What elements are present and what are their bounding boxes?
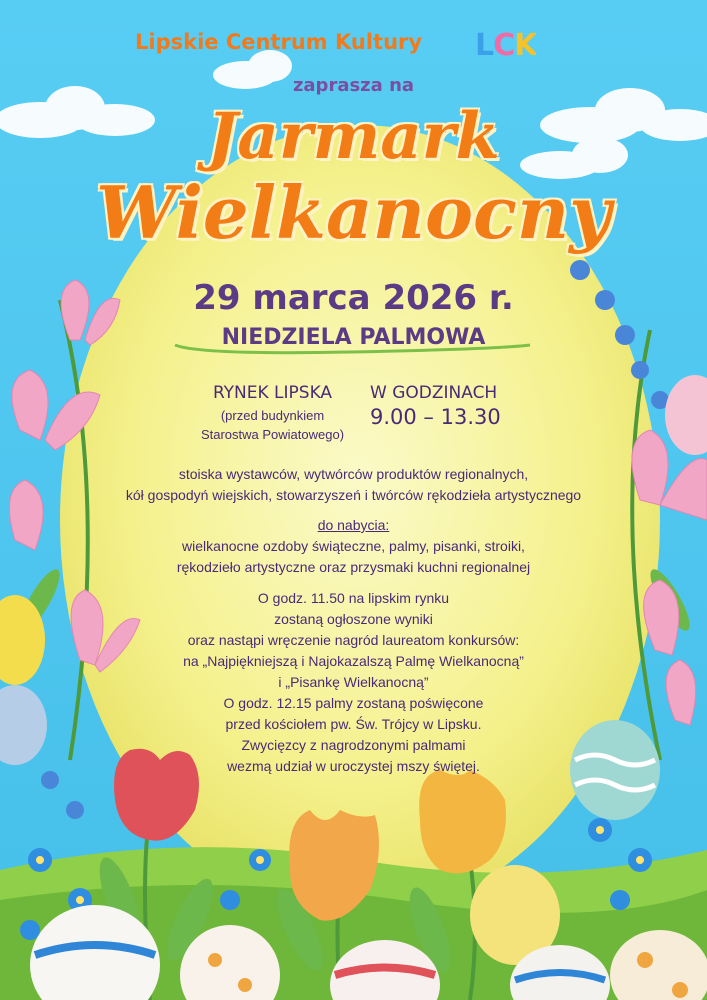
buy-line-1: wielkanocne ozdoby świąteczne, palmy, pisanki, stroiki, [182, 538, 525, 554]
organizer-name: Lipskie Centrum Kultury [135, 30, 423, 54]
program-line-9: wezmą udział w uroczystej mszy świętej. [227, 758, 480, 774]
lck-logo-text: LCK [475, 28, 537, 63]
description-line-1: stoiska wystawców, wytwórców produktów regionalnych, [178, 466, 529, 482]
hours-value: 9.00 – 13.30 [370, 405, 501, 429]
hours-label: W GODZINACH [370, 383, 498, 403]
buy-line-2: rękodzieło artystyczne oraz przysmaki kuchni regionalnej [176, 559, 531, 575]
lck-logo [475, 28, 570, 64]
place-detail-1: (przed budynkiem [220, 408, 325, 423]
program-line-8: Zwycięzcy z nagrodzonymi palmami [241, 737, 466, 753]
program-line-6: O godz. 12.15 palmy zostaną poświęcone [223, 695, 484, 711]
description-line-2: kół gospodyń wiejskich, stowarzyszeń i twórców rękodzieła artystycznego [125, 487, 582, 503]
program-line-7: przed kościołem pw. Św. Trójcy w Lipsku. [225, 716, 482, 732]
program-line-2: zostaną ogłoszone wyniki [274, 611, 433, 627]
event-date: 29 marca 2026 r. [193, 278, 514, 318]
buy-heading: do nabycia: [317, 517, 390, 533]
program-line-3: oraz nastąpi wręczenie nagród laureatom konkursów: [187, 632, 520, 648]
program-line-1: O godz. 11.50 na lipskim rynku [257, 590, 450, 606]
invitation-text: zaprasza na [292, 75, 415, 96]
event-day: NIEDZIELA PALMOWA [221, 325, 486, 350]
title-line-1: Jarmark [207, 99, 500, 174]
title-line-2: Wielkanocny [95, 170, 612, 255]
program-line-5: i „Pisankę Wielkanocną” [278, 674, 429, 690]
place-name: RYNEK LIPSKA [212, 383, 333, 403]
program-line-4: na „Najpiękniejszą i Najokazalszą Palmę Wielkanocną” [183, 653, 524, 669]
place-detail-2: Starostwa Powiatowego) [200, 427, 345, 442]
